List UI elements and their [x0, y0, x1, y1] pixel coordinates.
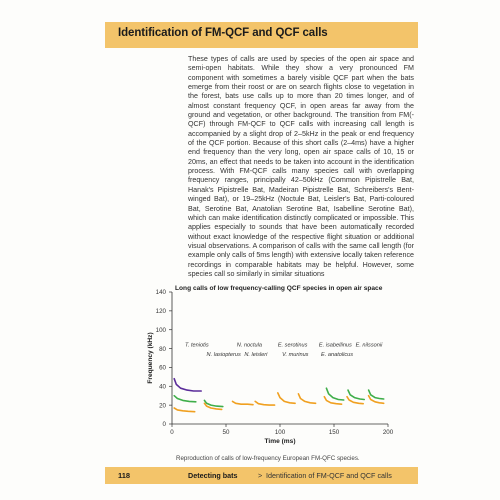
chart-figure: [138, 280, 410, 450]
y-tick-label: 60: [159, 364, 166, 372]
x-axis-label: Time (ms): [264, 438, 296, 445]
x-tick-label: 50: [222, 429, 230, 436]
y-tick-label: 40: [159, 383, 166, 391]
call-curve: [369, 390, 384, 399]
species-label: N. noctula: [236, 342, 262, 349]
footer-breadcrumb-separator: >: [258, 471, 263, 480]
species-label: E. serotinus: [277, 342, 308, 349]
species-label: T. teniotis: [184, 342, 209, 349]
y-tick-label: 0: [162, 421, 166, 429]
species-label: V. murinus: [282, 352, 309, 359]
x-tick-label: 0: [170, 429, 174, 436]
x-tick-label: 200: [382, 429, 394, 436]
species-label: E. isabellinus: [318, 342, 352, 349]
y-tick-label: 100: [155, 326, 166, 334]
y-tick-label: 80: [159, 345, 166, 353]
y-tick-label: 20: [159, 402, 166, 410]
species-label: E. anatolicus: [321, 352, 354, 359]
species-label: E. nilssonii: [355, 342, 383, 349]
call-curve: [233, 401, 254, 404]
species-label: N. lasiopterus: [206, 352, 241, 359]
call-curve: [348, 390, 364, 399]
call-curve: [298, 394, 315, 404]
x-tick-label: 100: [274, 429, 286, 436]
call-curve: [278, 393, 295, 403]
x-tick-label: 150: [328, 429, 340, 436]
call-curve: [174, 396, 196, 402]
call-curve: [174, 379, 201, 391]
call-curve: [326, 388, 343, 400]
y-tick-label: 140: [155, 289, 166, 297]
body-paragraph: These types of calls are used by species of the open air space and semi-open habitats. While they show a very pronounced FM component with sometimes a barely visible QCF part when the bats emerge from their roost or are on search flights close to vegetation in the forest, bats use calls up to more than 20 times longer, and of almost constant frequency QCF, in open areas far away from the ground and vegetation, or other background. The transition from FM(-QCF) through FM-QCF to QCF calls with increasing call length is accompanied by a slight drop of 2–5kHz in the peak or end frequency of the QCF portion. Because of this short calls (2–4ms) have a higher end frequency than the very long, open air space calls of 10, 15 or 20ms, an effect that needs to be taken into account in the identification process. With FM-QCF calls many species call with overlapping frequency ranges, principally 42–50kHz (Common Pipistrelle Bat, Hanak's Pipistrelle Bat, Madeiran Pipistrelle Bat, Schreibers's Bent-winged Bat), or 19–25kHz (Noctule Bat, Leisler's Bat, Parti-coloured Bat, Serotine Bat, Anatolian Serotine Bat, Isabelline Serotine Bat), which can make identification distinctly complicated or impossible. This applies especially to sounds that have been automatically recorded without exact knowledge of the respective flight situation or additional visual observations. A comparison of calls with the same call length (for example only calls of 5ms length) with extensive locally taken reference recordings in comparable habitats may be helpful. However, some species call so similarly in similar situations: [188, 55, 414, 278]
page-number: 118: [118, 471, 131, 480]
y-axis-label: Frequency (kHz): [147, 332, 154, 384]
species-label: N. leisleri: [244, 352, 268, 359]
section-title: Identification of FM-QCF and QCF calls: [118, 27, 328, 39]
y-tick-label: 120: [155, 308, 166, 316]
footer-section-title: Detecting bats: [188, 471, 238, 480]
footer-subsection-title: Identification of FM-QCF and QCF calls: [266, 471, 392, 480]
call-curve: [174, 408, 195, 412]
chart-svg: [138, 280, 410, 450]
call-curve: [255, 401, 274, 405]
figure-caption: Reproduction of calls of low-frequency European FM-QFC species.: [176, 455, 360, 462]
chart-title: Long calls of low frequency-calling QCF species in open air space: [175, 285, 383, 292]
